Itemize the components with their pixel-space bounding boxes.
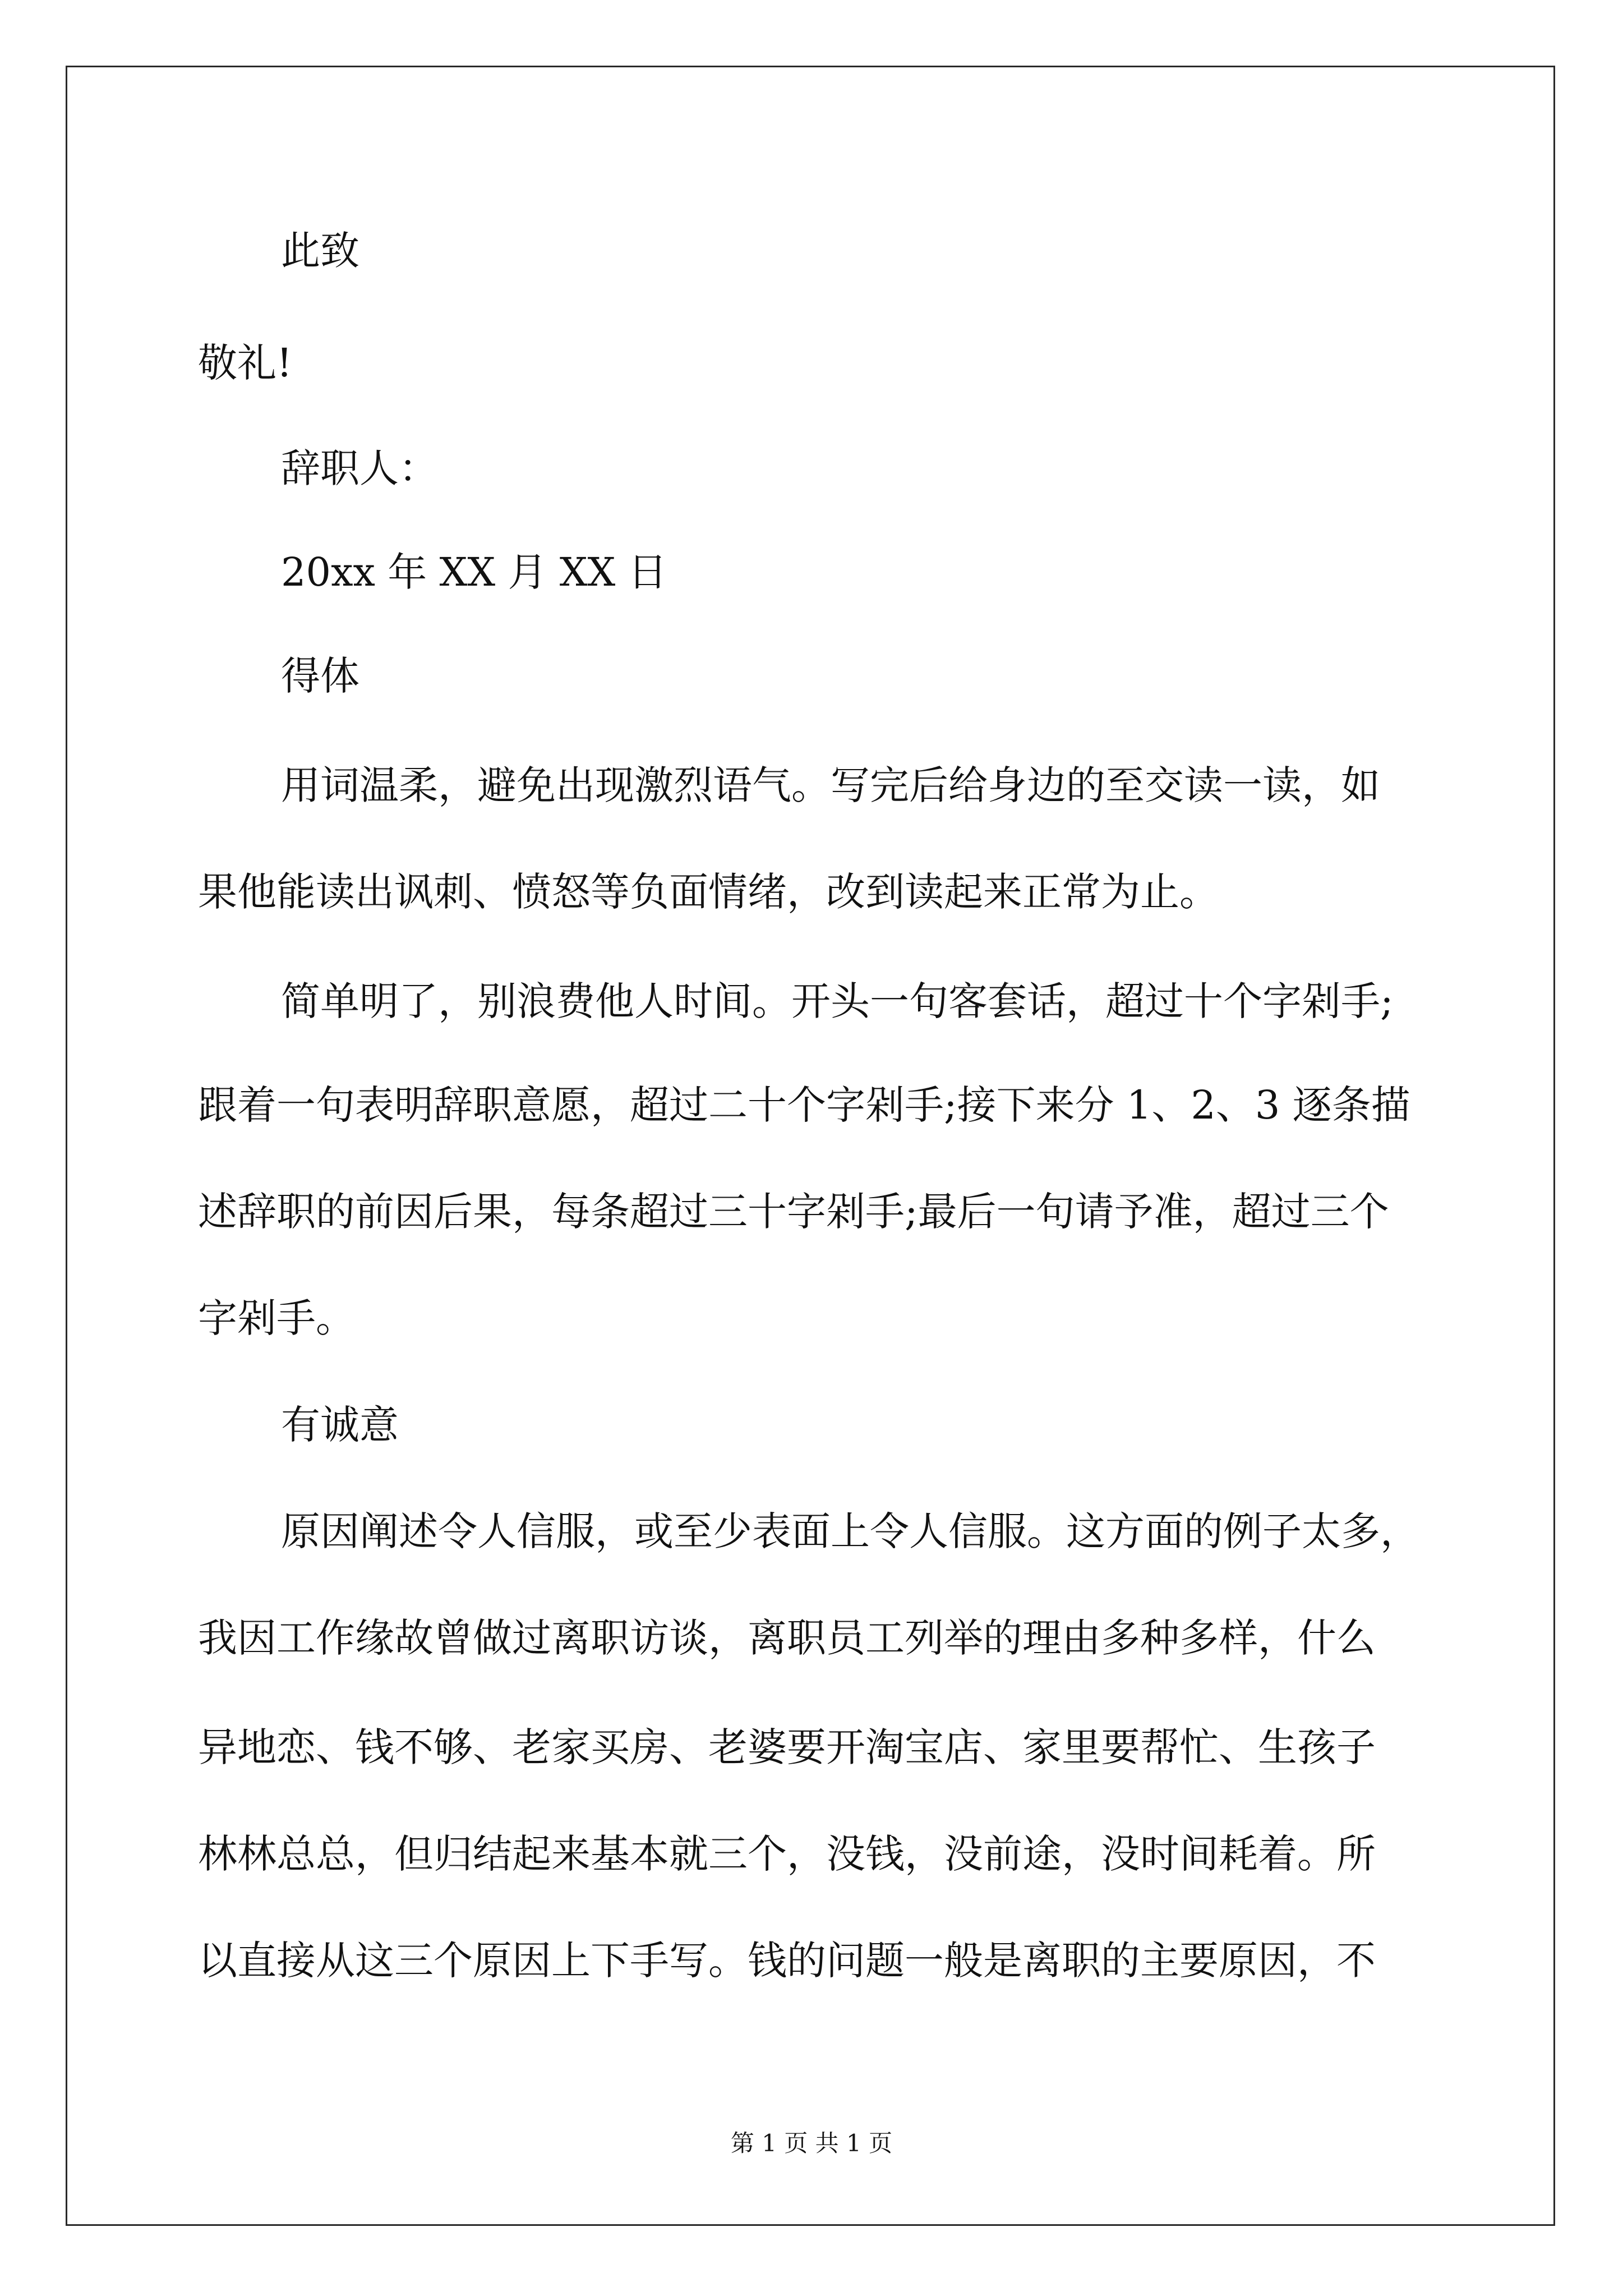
paragraph-line: 字剁手。 xyxy=(198,1295,355,1341)
paragraph-line: 原因阐述令人信服，或至少表面上令人信服。这方面的例子太多， xyxy=(281,1508,1419,1554)
paragraph-line: 用词温柔，避免出现激烈语气。写完后给身边的至交读一读，如 xyxy=(281,762,1380,808)
paragraph-line: 异地恋、钱不够、老家买房、老婆要开淘宝店、家里要帮忙、生孩子 xyxy=(198,1724,1376,1770)
paragraph-line: 跟着一句表明辞职意愿，超过二十个字剁手;接下来分 1、2、3 逐条描 xyxy=(198,1082,1410,1128)
section-heading-sincere: 有诚意 xyxy=(281,1402,399,1448)
paragraph-line: 简单明了，别浪费他人时间。开头一句客套话，超过十个字剁手; xyxy=(281,978,1394,1024)
salutation-line: 敬礼! xyxy=(198,340,293,386)
paragraph-line: 果他能读出讽刺、愤怒等负面情绪，改到读起来正常为止。 xyxy=(198,869,1219,915)
section-heading-decent: 得体 xyxy=(281,653,359,699)
paragraph-line: 我因工作缘故曾做过离职访谈，离职员工列举的理由多种多样，什么 xyxy=(198,1615,1376,1661)
date-line: 20xx 年 XX 月 XX 日 xyxy=(281,549,667,595)
paragraph-line: 以直接从这三个原因上下手写。钱的问题一般是离职的主要原因，不 xyxy=(198,1938,1376,1984)
closing-line: 此致 xyxy=(281,228,359,274)
page-footer: 第 1 页 共 1 页 xyxy=(730,2129,893,2157)
signature-line: 辞职人： xyxy=(281,445,438,491)
paragraph-line: 述辞职的前因后果，每条超过三十字剁手;最后一句请予准，超过三个 xyxy=(198,1189,1389,1235)
page-border xyxy=(66,66,1555,2226)
paragraph-line: 林林总总，但归结起来基本就三个，没钱，没前途，没时间耗着。所 xyxy=(198,1831,1376,1877)
